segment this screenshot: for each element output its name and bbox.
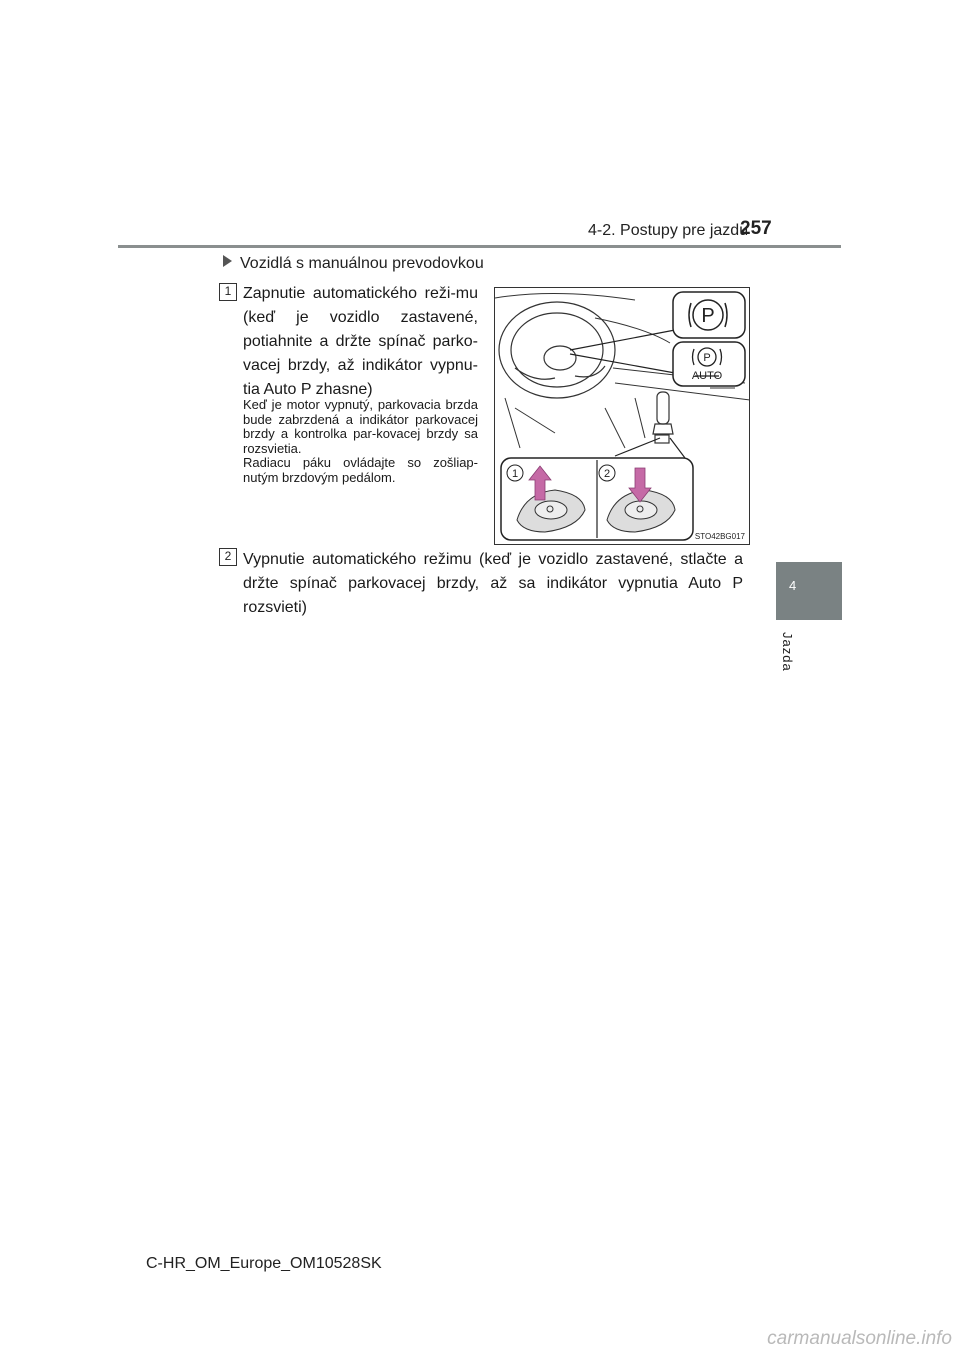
step-2-text: Vypnutie automatického režimu (keď je vozidlo zastavené, stlačte a držte spínač parkovacej brzdy, až sa indikátor vypnutia Auto P rozsvieti)	[243, 551, 743, 616]
step-1-text: Zapnutie automatického reži-mu (keď je vozidlo zastavené, potiahnite a držte spínač parko-vacej brzdy, až indikátor vypnu-tia Auto P zhasne)	[243, 285, 478, 398]
svg-text:AUTO: AUTO	[691, 370, 723, 382]
step-2-badge: 2	[219, 548, 237, 566]
section-title: 4-2. Postupy pre jazdu	[588, 222, 749, 239]
variant-heading	[223, 255, 484, 273]
document-id: C-HR_OM_Europe_OM10528SK	[146, 1255, 382, 1272]
indicator-p-icon	[673, 292, 745, 338]
triangle-bullet-icon	[223, 255, 232, 267]
watermark: carmanualsonline.info	[767, 1328, 952, 1349]
steering-wheel-icon	[499, 302, 615, 398]
header-rule	[118, 245, 841, 248]
step-1-note-line-2: Radiacu páku ovládajte so zošliap-nutým brzdovým pedálom.	[243, 455, 478, 485]
cockpit-drawing	[495, 288, 750, 545]
variant-heading-text: Vozidlá s manuálnou prevodovkou	[240, 255, 484, 272]
page-number: 257	[740, 218, 772, 239]
figure-code: STO42BG017	[694, 532, 745, 541]
step-1-note	[243, 398, 478, 485]
gear-shifter-icon	[653, 392, 673, 443]
svg-text:1: 1	[511, 468, 519, 480]
svg-text:P: P	[703, 352, 711, 364]
svg-text:2: 2	[603, 468, 611, 480]
svg-text:P: P	[701, 305, 715, 327]
chapter-tab[interactable]	[776, 562, 842, 620]
indicator-auto-p-icon	[673, 342, 745, 386]
step-1-badge: 1	[219, 283, 237, 301]
chapter-number: 4	[789, 578, 797, 593]
parking-brake-illustration	[494, 287, 750, 545]
chapter-label: Jazda	[780, 632, 795, 672]
step-1-note-line-1: Keď je motor vypnutý, parkovacia brzda bude zabrzdená a indikátor parkovacej brzdy a kontrolka par-kovacej brzdy sa rozsvietia.	[243, 397, 478, 456]
